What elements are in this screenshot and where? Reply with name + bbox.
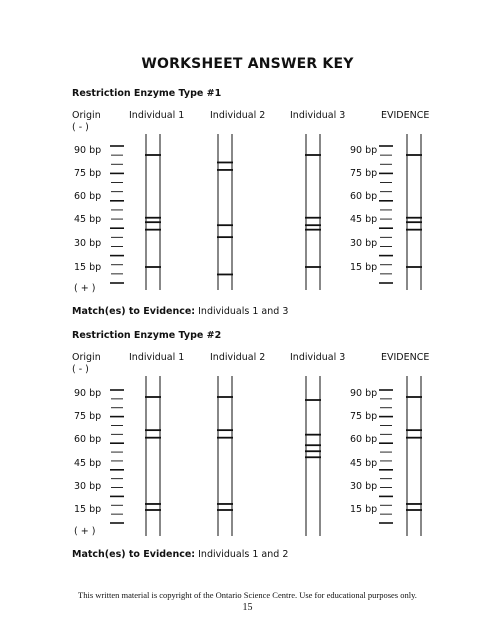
section-1-title: Restriction Enzyme Type #1 <box>72 88 222 99</box>
evidence-header-2: EVIDENCE <box>381 352 430 363</box>
ladder-label: 15 bp <box>74 262 102 273</box>
individual-2-header-1: Individual 2 <box>210 110 266 121</box>
section-2-title: Restriction Enzyme Type #2 <box>72 330 222 341</box>
ladder-label: 30 bp <box>74 238 102 249</box>
origin-label-1: Origin <box>72 110 101 121</box>
individual-1-header-2: Individual 1 <box>129 352 185 363</box>
ladder-label: 60 bp <box>74 191 102 202</box>
negative-label-2: ( - ) <box>72 364 89 375</box>
ladder-label: 45 bp <box>350 214 378 225</box>
ladder-label: 30 bp <box>74 481 102 492</box>
page-number: 15 <box>242 602 253 613</box>
ladder-label: 75 bp <box>350 168 378 179</box>
individual-1-header-1: Individual 1 <box>129 110 185 121</box>
match-value: Individuals 1 and 2 <box>198 549 289 560</box>
ladder-label: 90 bp <box>74 388 102 399</box>
ladder-label: 90 bp <box>350 145 378 156</box>
match-label: Match(es) to Evidence: <box>72 306 196 317</box>
ladder-label: 15 bp <box>74 504 102 515</box>
individual-3-header-1: Individual 3 <box>290 110 346 121</box>
copyright-footer: This written material is copyright of the Ontario Science Centre. Use for educational purposes only. <box>78 590 417 600</box>
ladder-label: 60 bp <box>350 191 378 202</box>
origin-label-2: Origin <box>72 352 101 363</box>
match-value: Individuals 1 and 3 <box>198 306 289 317</box>
ladder-label: 90 bp <box>74 145 102 156</box>
ladder-label: 45 bp <box>74 214 102 225</box>
ladder-label: 75 bp <box>350 411 378 422</box>
ladder-label: 75 bp <box>74 411 102 422</box>
positive-label-1: ( + ) <box>74 283 96 294</box>
ladder-label: 15 bp <box>350 504 378 515</box>
match-label: Match(es) to Evidence: <box>72 549 196 560</box>
ladder-label: 60 bp <box>350 434 378 445</box>
worksheet-title: WORKSHEET ANSWER KEY <box>141 56 354 72</box>
negative-label-1: ( - ) <box>72 122 89 133</box>
individual-3-header-2: Individual 3 <box>290 352 346 363</box>
ladder-label: 30 bp <box>350 481 378 492</box>
ladder-label: 45 bp <box>350 458 378 469</box>
evidence-header-1: EVIDENCE <box>381 110 430 121</box>
individual-2-header-2: Individual 2 <box>210 352 266 363</box>
ladder-label: 30 bp <box>350 238 378 249</box>
ladder-label: 90 bp <box>350 388 378 399</box>
ladder-label: 45 bp <box>74 458 102 469</box>
positive-label-2: ( + ) <box>74 526 96 537</box>
ladder-label: 60 bp <box>74 434 102 445</box>
ladder-label: 15 bp <box>350 262 378 273</box>
ladder-label: 75 bp <box>74 168 102 179</box>
